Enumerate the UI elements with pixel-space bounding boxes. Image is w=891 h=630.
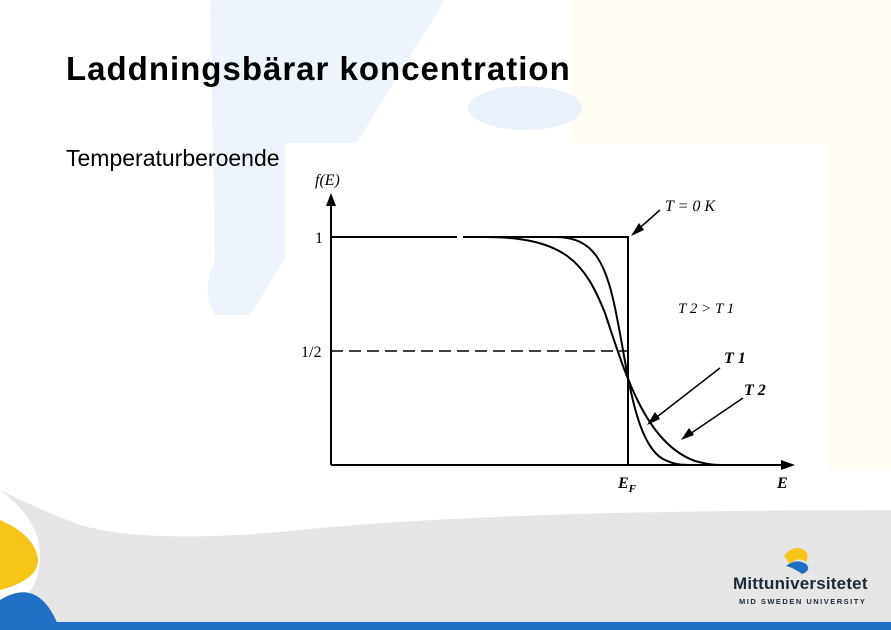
x-tick-ef [617, 475, 637, 495]
arrow-t2 [687, 398, 743, 436]
x-axis-arrow [781, 460, 795, 470]
arrow-t2-head [681, 428, 694, 440]
y-tick-one: 1 [315, 230, 323, 247]
logo-subtitle: MID SWEDEN UNIVERSITY [739, 597, 867, 606]
x-axis-label: E [777, 475, 788, 492]
arrow-t1-head [647, 412, 660, 425]
footer-blue-bar [0, 622, 891, 630]
slide-subtitle: Temperaturberoende [66, 145, 280, 171]
fermi-dirac-figure [285, 143, 828, 505]
y-axis-arrow [326, 193, 336, 206]
background-ellipse [468, 86, 582, 130]
label-relation: T 2 > T 1 [678, 301, 735, 317]
label-t0: T = 0 K [665, 198, 716, 215]
arrow-t1 [653, 368, 720, 420]
slide-title: Laddningsbärar koncentration [66, 50, 571, 87]
x-tick-ef-main: E [618, 475, 629, 492]
y-tick-half: 1/2 [301, 344, 322, 361]
logo-name: Mittuniversitetet [733, 574, 868, 593]
y-axis-label: f(E) [315, 172, 340, 189]
label-t2: T 2 [744, 382, 766, 399]
x-tick-ef-sub: F [628, 483, 637, 495]
label-t1: T 1 [724, 350, 746, 367]
